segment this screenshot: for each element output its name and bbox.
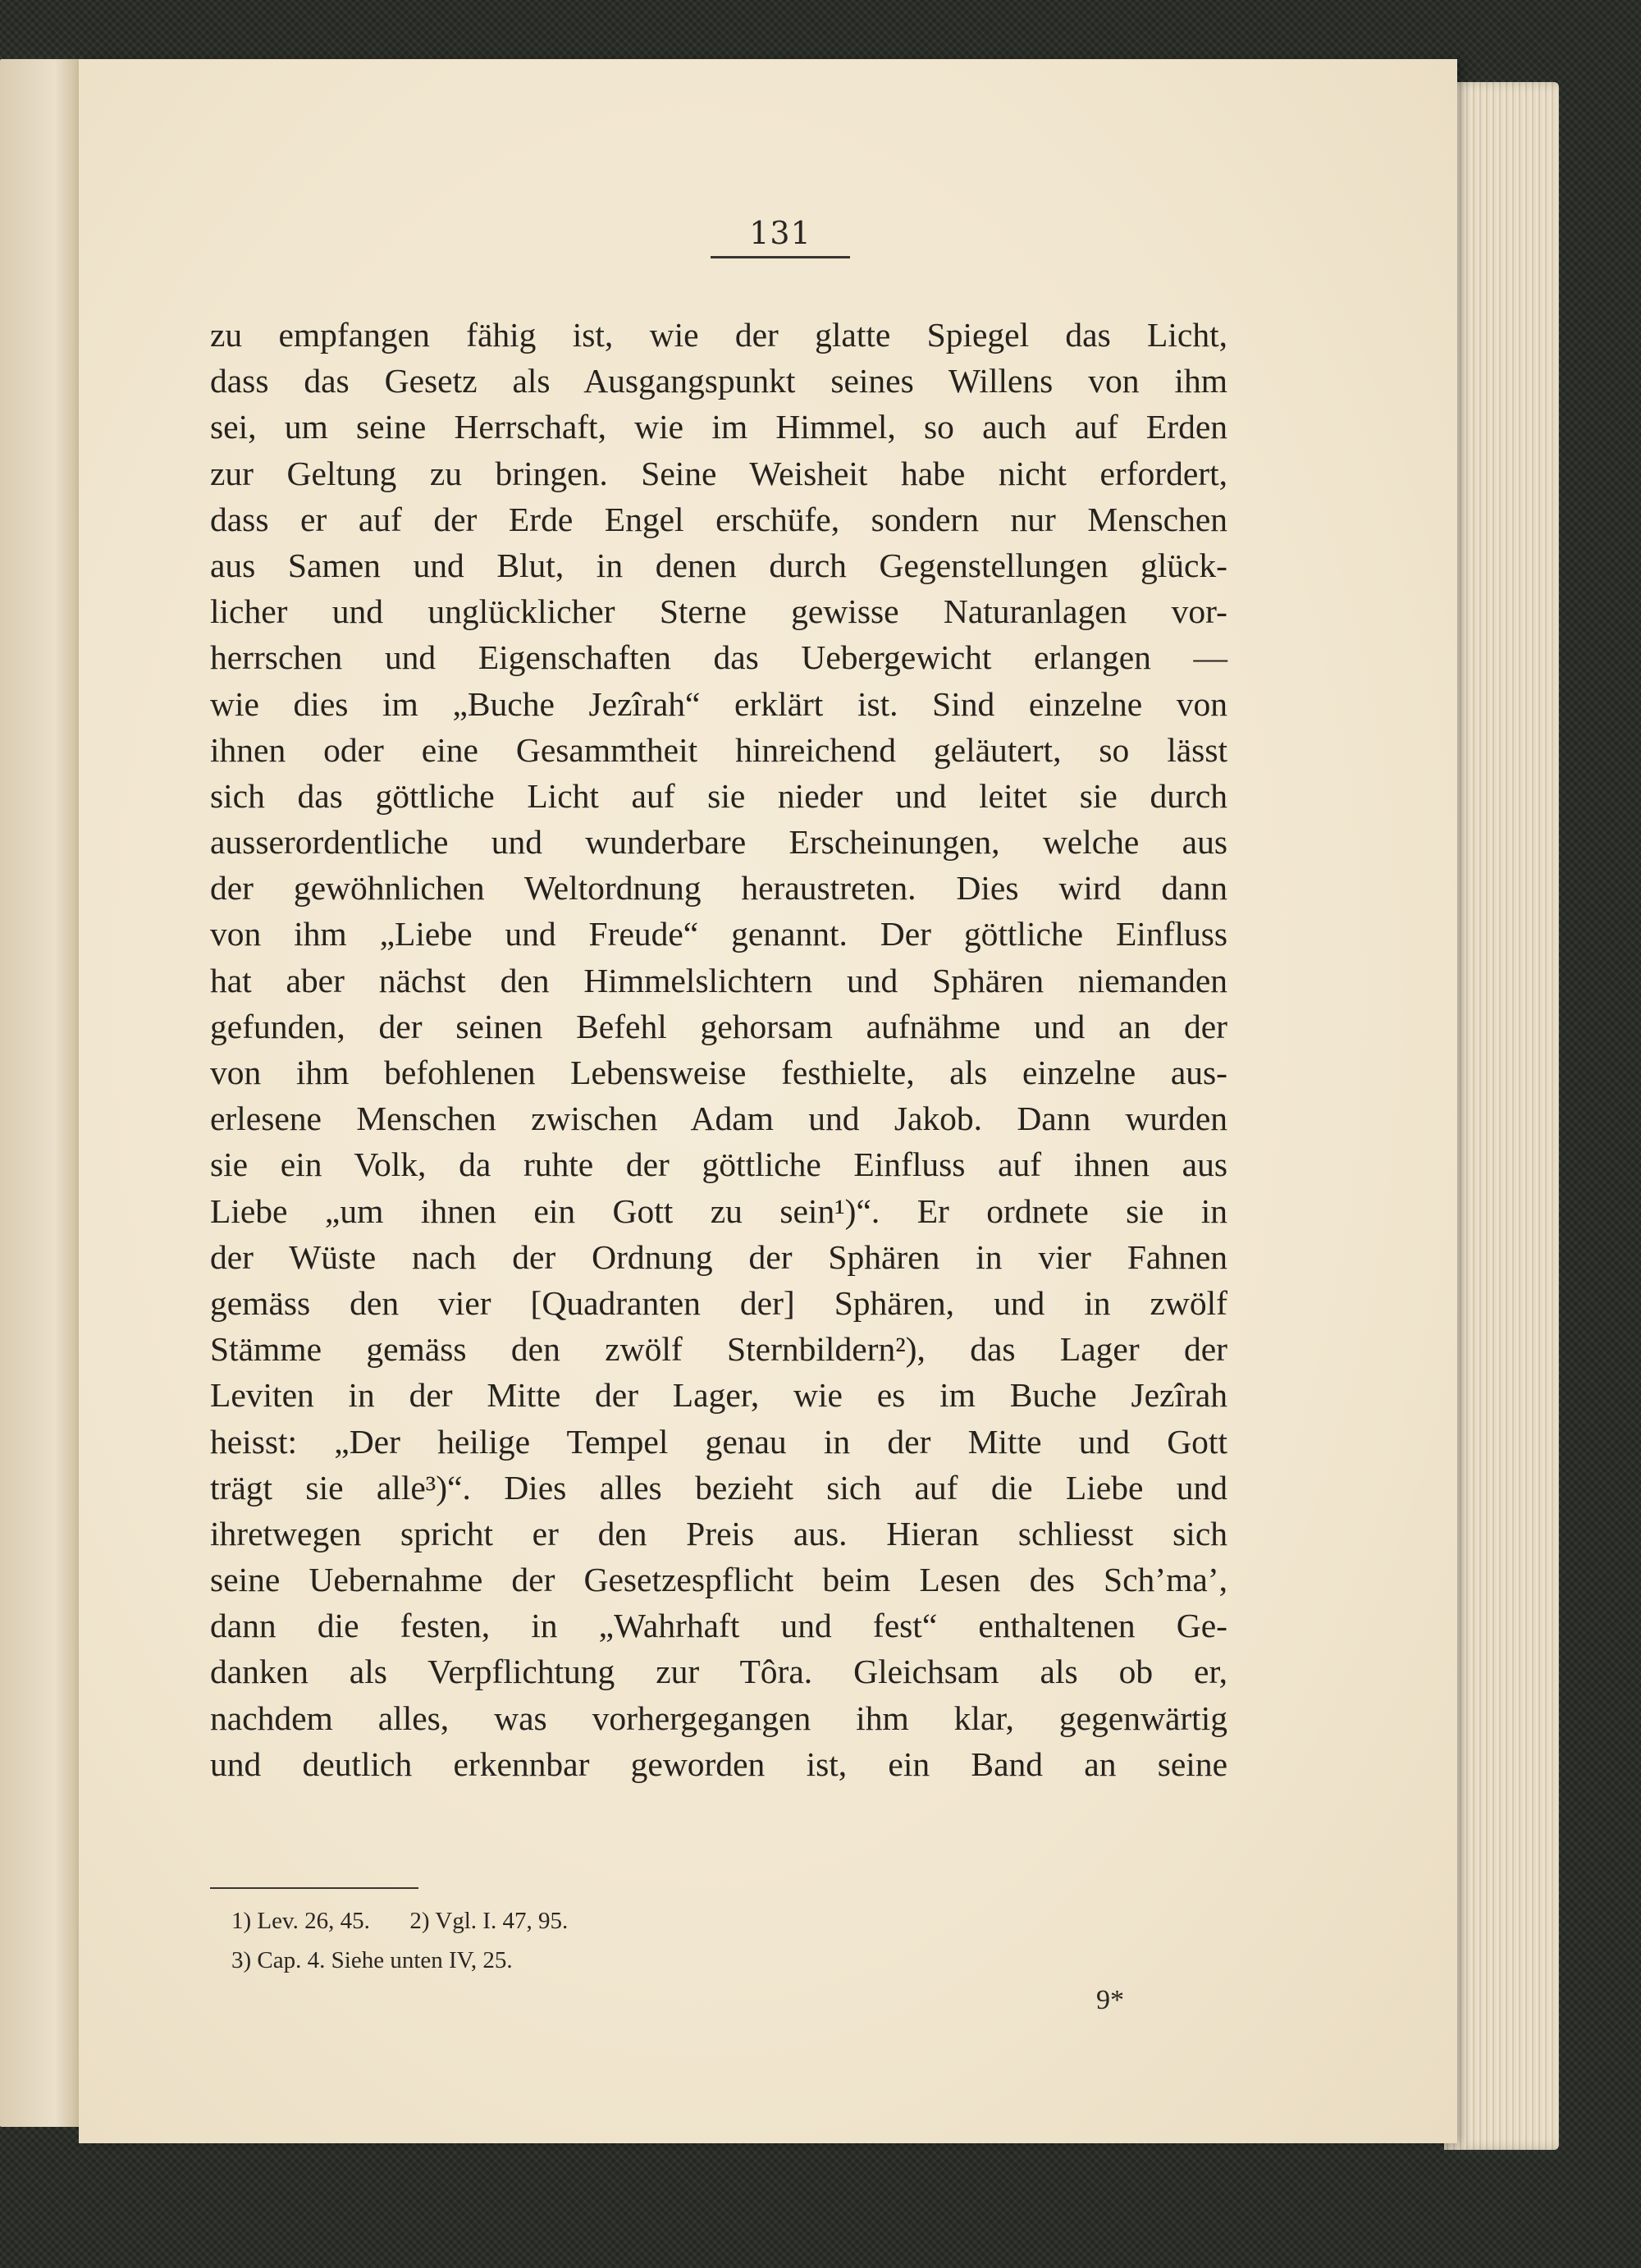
text-line: Stämme gemäss den zwölf Sternbildern²), das Lager der <box>210 1330 1227 1369</box>
footnote-2-mark: 2) <box>409 1908 430 1934</box>
text-line: der gewöhnlichen Weltordnung heraustreten. Dies wird dann <box>210 869 1227 908</box>
text-line: und deutlich erkennbar geworden ist, ein Band an seine <box>210 1744 1227 1783</box>
text-line: zur Geltung zu bringen. Seine Weisheit habe nicht erfordert, <box>210 454 1227 492</box>
text-line: trägt sie alle³)“. Dies alles bezieht sich auf die Liebe und <box>210 1468 1227 1507</box>
text-line: danken als Verpflichtung zur Tôra. Gleichsam als ob er, <box>210 1653 1227 1691</box>
text-line: dass er auf der Erde Engel erschüfe, sondern nur Menschen <box>210 500 1227 538</box>
text-line: seine Uebernahme der Gesetzespflicht beim Lesen des Sch’ma’, <box>210 1561 1227 1599</box>
text-line: gemäss den vier [Quadranten der] Sphären, und in zwölf <box>210 1283 1227 1322</box>
signature-mark: 9* <box>1096 1985 1124 2015</box>
left-board-edge <box>0 59 79 2127</box>
text-line: wie dies im „Buche Jezîrah“ erklärt ist. Sind einzelne von <box>210 684 1227 723</box>
text-line: Leviten in der Mitte der Lager, wie es im Buche Jezîrah <box>210 1376 1227 1415</box>
footnotes <box>231 1901 568 1980</box>
text-line: nachdem alles, was vorhergegangen ihm klar, gegenwärtig <box>210 1699 1227 1737</box>
page-number: 131 <box>749 215 811 251</box>
text-line: dann die festen, in „Wahrhaft und fest“ enthaltenen Ge- <box>210 1607 1227 1645</box>
body-text <box>210 312 1227 1787</box>
text-line: der Wüste nach der Ordnung der Sphären in vier Fahnen <box>210 1237 1227 1276</box>
text-line: erlesene Menschen zwischen Adam und Jakob. Dann wurden <box>210 1100 1227 1138</box>
text-line: aus Samen und Blut, in denen durch Gegenstellungen glück- <box>210 546 1227 584</box>
footnote-rule <box>210 1887 418 1889</box>
text-line: ihretwegen spricht er den Preis aus. Hieran schliesst sich <box>210 1514 1227 1552</box>
text-line: ihnen oder eine Gesammtheit hinreichend geläutert, so lässt <box>210 730 1227 769</box>
text-line: licher und unglücklicher Sterne gewisse Naturanlagen vor- <box>210 592 1227 631</box>
footnote-2-text: Vgl. I. 47, 95. <box>435 1908 569 1934</box>
header-rule <box>711 256 850 258</box>
text-line: sie ein Volk, da ruhte der göttliche Einfluss auf ihnen aus <box>210 1145 1227 1184</box>
text-line: gefunden, der seinen Befehl gehorsam aufnähme und an der <box>210 1007 1227 1045</box>
text-line: dass das Gesetz als Ausgangspunkt seines Willens von ihm <box>210 362 1227 400</box>
book-page <box>79 59 1457 2143</box>
footnote-line <box>231 1901 568 1941</box>
footnote-1-mark: 1) <box>231 1908 252 1934</box>
text-line: zu empfangen fähig ist, wie der glatte Spiegel das Licht, <box>210 316 1227 354</box>
text-line: von ihm „Liebe und Freude“ genannt. Der göttliche Einfluss <box>210 915 1227 953</box>
page-block-edges <box>1444 82 1559 2150</box>
text-line: Liebe „um ihnen ein Gott zu sein¹)“. Er ordnete sie in <box>210 1191 1227 1230</box>
text-line: heisst: „Der heilige Tempel genau in der Mitte und Gott <box>210 1422 1227 1461</box>
text-line: herrschen und Eigenschaften das Uebergewicht erlangen — <box>210 638 1227 677</box>
page-header <box>711 215 850 251</box>
text-line: hat aber nächst den Himmelslichtern und Sphären niemanden <box>210 961 1227 999</box>
text-line: von ihm befohlenen Lebensweise festhielte, als einzelne aus- <box>210 1054 1227 1091</box>
footnote-3-text: Cap. 4. Siehe unten IV, 25. <box>257 1947 513 1973</box>
footnote-1-text: Lev. 26, 45. <box>257 1908 370 1934</box>
footnote-3-mark: 3) <box>231 1947 252 1973</box>
text-line: ausserordentliche und wunderbare Erscheinungen, welche aus <box>210 823 1227 862</box>
text-line: sei, um seine Herrschaft, wie im Himmel, so auch auf Erden <box>210 408 1227 446</box>
footnote-line <box>231 1941 568 1980</box>
text-line: sich das göttliche Licht auf sie nieder und leitet sie durch <box>210 776 1227 815</box>
